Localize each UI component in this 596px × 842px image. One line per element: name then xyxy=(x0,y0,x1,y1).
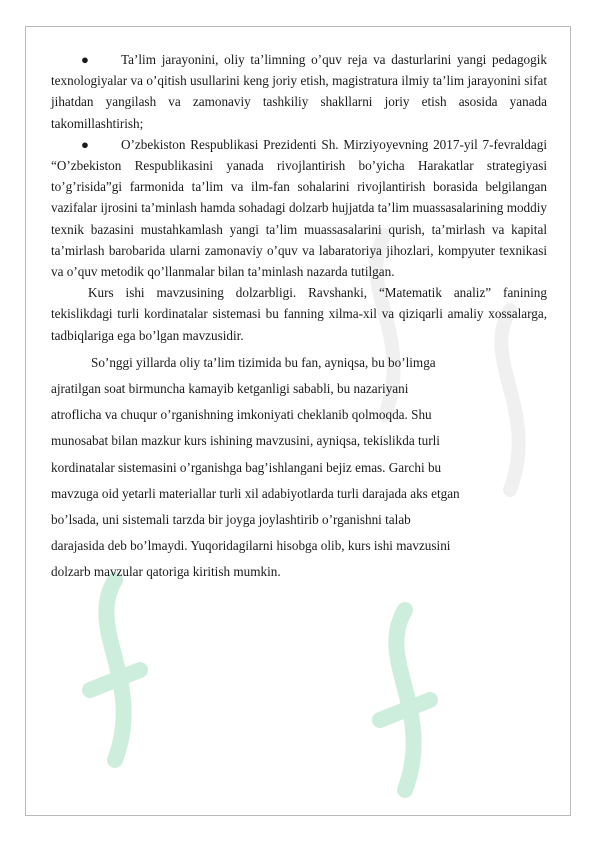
paragraph-line: dolzarb mavzular qatoriga kiritish mumkin. xyxy=(51,564,281,580)
paragraph-line: bo’lsada, uni sistemali tarzda bir joyga joylashtirib o’rganishni talab xyxy=(51,512,411,528)
paragraph-line: atroflicha va chuqur o’rganishning imkoniyati cheklanib qolmoqda. Shu xyxy=(51,407,432,423)
paragraph-line: munosabat bilan mazkur kurs ishining mavzusini, ayniqsa, tekislikda turli xyxy=(51,433,440,449)
paragraph-line: kordinatalar sistemasini o’rganishga bag’ishlangani bejiz emas. Garchi bu xyxy=(51,459,442,475)
bullet-marker: ● xyxy=(81,52,89,67)
paragraph-line: mavzuga oid yetarli materiallar turli xil adabiyotlarda turli darajada aks etgan xyxy=(51,485,460,501)
paragraph-line: So’nggi yillarda oliy ta’lim tizimida bu fan, ayniqsa, bu bo’limga xyxy=(91,354,436,370)
document-body xyxy=(51,49,547,586)
final-paragraph xyxy=(51,350,547,586)
bullet-text: Ta’lim jarayonini, oliy ta’limning o’quv reja va dasturlarini yangi pedagogik texnologiyalar va o’qitish usullarini keng joriy etish, magistratura ilmiy ta’lim jarayonini sifat jihatdan yangilash va zamonaviy tashkiliy shakllarni joriy etish asosida yanada takomillashtirish; xyxy=(51,52,547,131)
bullet-marker: ● xyxy=(81,136,89,152)
relevance-paragraph: Kurs ishi mavzusining dolzarbligi. Ravshanki, “Matematik analiz” fanining tekislikdagi turli kordinatalar sistemasi bu fanning xilma-xil va qiziqarli amaliy xossalarga, tadbiqlariga ega bo’lgan mavzusidir. xyxy=(51,285,547,343)
bullet-item-1 xyxy=(51,49,547,134)
bullet-item-2 xyxy=(51,134,547,282)
paragraph-line: darajasida deb bo’lmaydi. Yuqoridagilarni hisobga olib, kurs ishi mavzusini xyxy=(51,538,451,554)
paragraph-line: ajratilgan soat birmuncha kamayib ketganligi sababli, bu nazariyani xyxy=(51,381,409,397)
bullet-text: O’zbekiston Respublikasi Prezidenti Sh. Mirziyoyevning 2017-yil 7-fevraldagi “O’zbekiston Respublikasini yanada rivojlantirish bo’yicha Harakatlar strategiyasi to’g’risida”gi farmonida ta’lim va ilm-fan sohalarini rivojlantirish borasida belgilangan vazifalar ijrosini ta’minlash hamda sohadagi dolzarb hujjatda ta’lim muassasalarining moddiy texnik bazasini mustahkamlash yangi ta’lim muassasalarini qurish, ta’mirlash va kapital ta’mirlash barobarida ularni zamonaviy o’quv va labaratoriya jihozlari, kompyuter texnikasi va o’quv metodik qo’llanmalar bilan ta’minlash nazarda tutilgan. xyxy=(51,136,547,280)
